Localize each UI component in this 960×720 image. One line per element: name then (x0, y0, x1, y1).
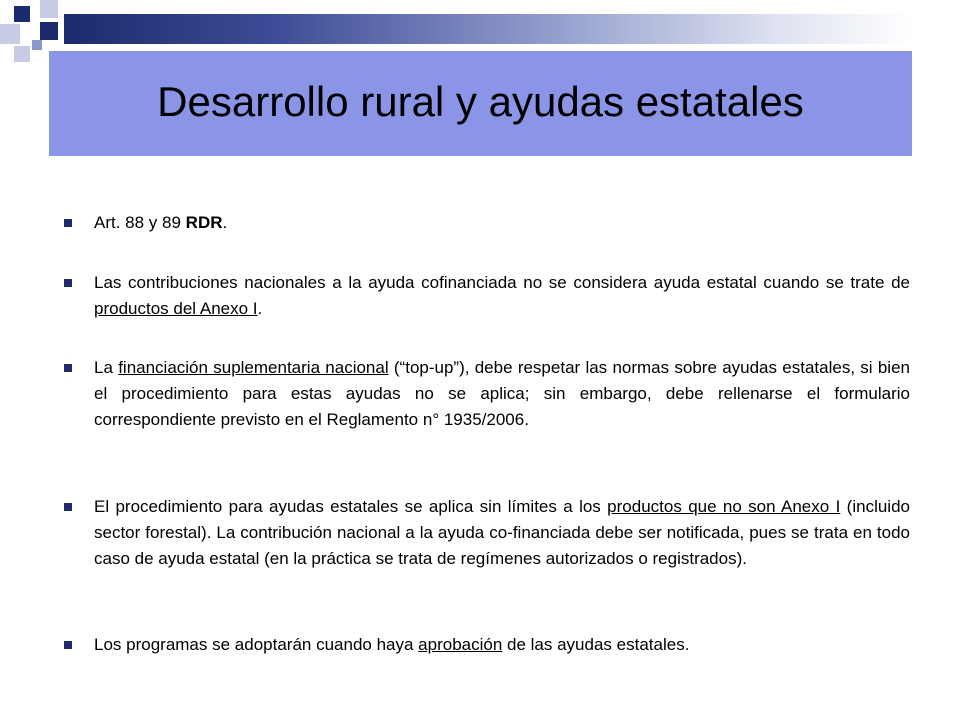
top-gradient-bar (64, 14, 912, 44)
bullet-text: Los programas se adoptarán cuando haya aprobación de las ayudas estatales. (94, 635, 690, 654)
bullet-item (64, 494, 910, 572)
decor-square-4 (40, 22, 58, 40)
decor-square-6 (32, 40, 42, 50)
square-bullet-icon (64, 279, 72, 287)
decor-square-3 (0, 24, 20, 44)
bullet-item (64, 270, 910, 322)
slide-title: Desarrollo rural y ayudas estatales (157, 78, 804, 125)
square-bullet-icon (64, 219, 72, 227)
square-bullet-icon (64, 364, 72, 372)
bullet-item (64, 355, 910, 433)
decor-square-2 (40, 0, 58, 18)
square-bullet-icon (64, 503, 72, 511)
title-band (49, 51, 912, 156)
decor-square-1 (14, 6, 30, 22)
square-bullet-icon (64, 641, 72, 649)
bullet-text: Las contribuciones nacionales a la ayuda cofinanciada no se considera ayuda estatal cuando se trate de productos del Anexo I. (94, 273, 910, 318)
bullet-item (64, 210, 910, 236)
bullet-text: Art. 88 y 89 RDR. (94, 213, 228, 232)
decor-square-5 (14, 46, 30, 62)
bullet-item (64, 632, 910, 658)
bullet-text: La financiación suplementaria nacional (“top-up”), debe respetar las normas sobre ayudas estatales, si bien el procedimiento para estas ayudas no se aplica; sin embargo, debe rellenarse el formulario correspondiente previsto en el Reglamento n° 1935/2006. (94, 358, 910, 429)
bullet-text: El procedimiento para ayudas estatales se aplica sin límites a los productos que no son Anexo I (incluido sector forestal). La contribución nacional a la ayuda co-financiada debe ser notificada, pues se trata en todo caso de ayuda estatal (en la práctica se trata de regímenes autorizados o registrados). (94, 497, 910, 568)
